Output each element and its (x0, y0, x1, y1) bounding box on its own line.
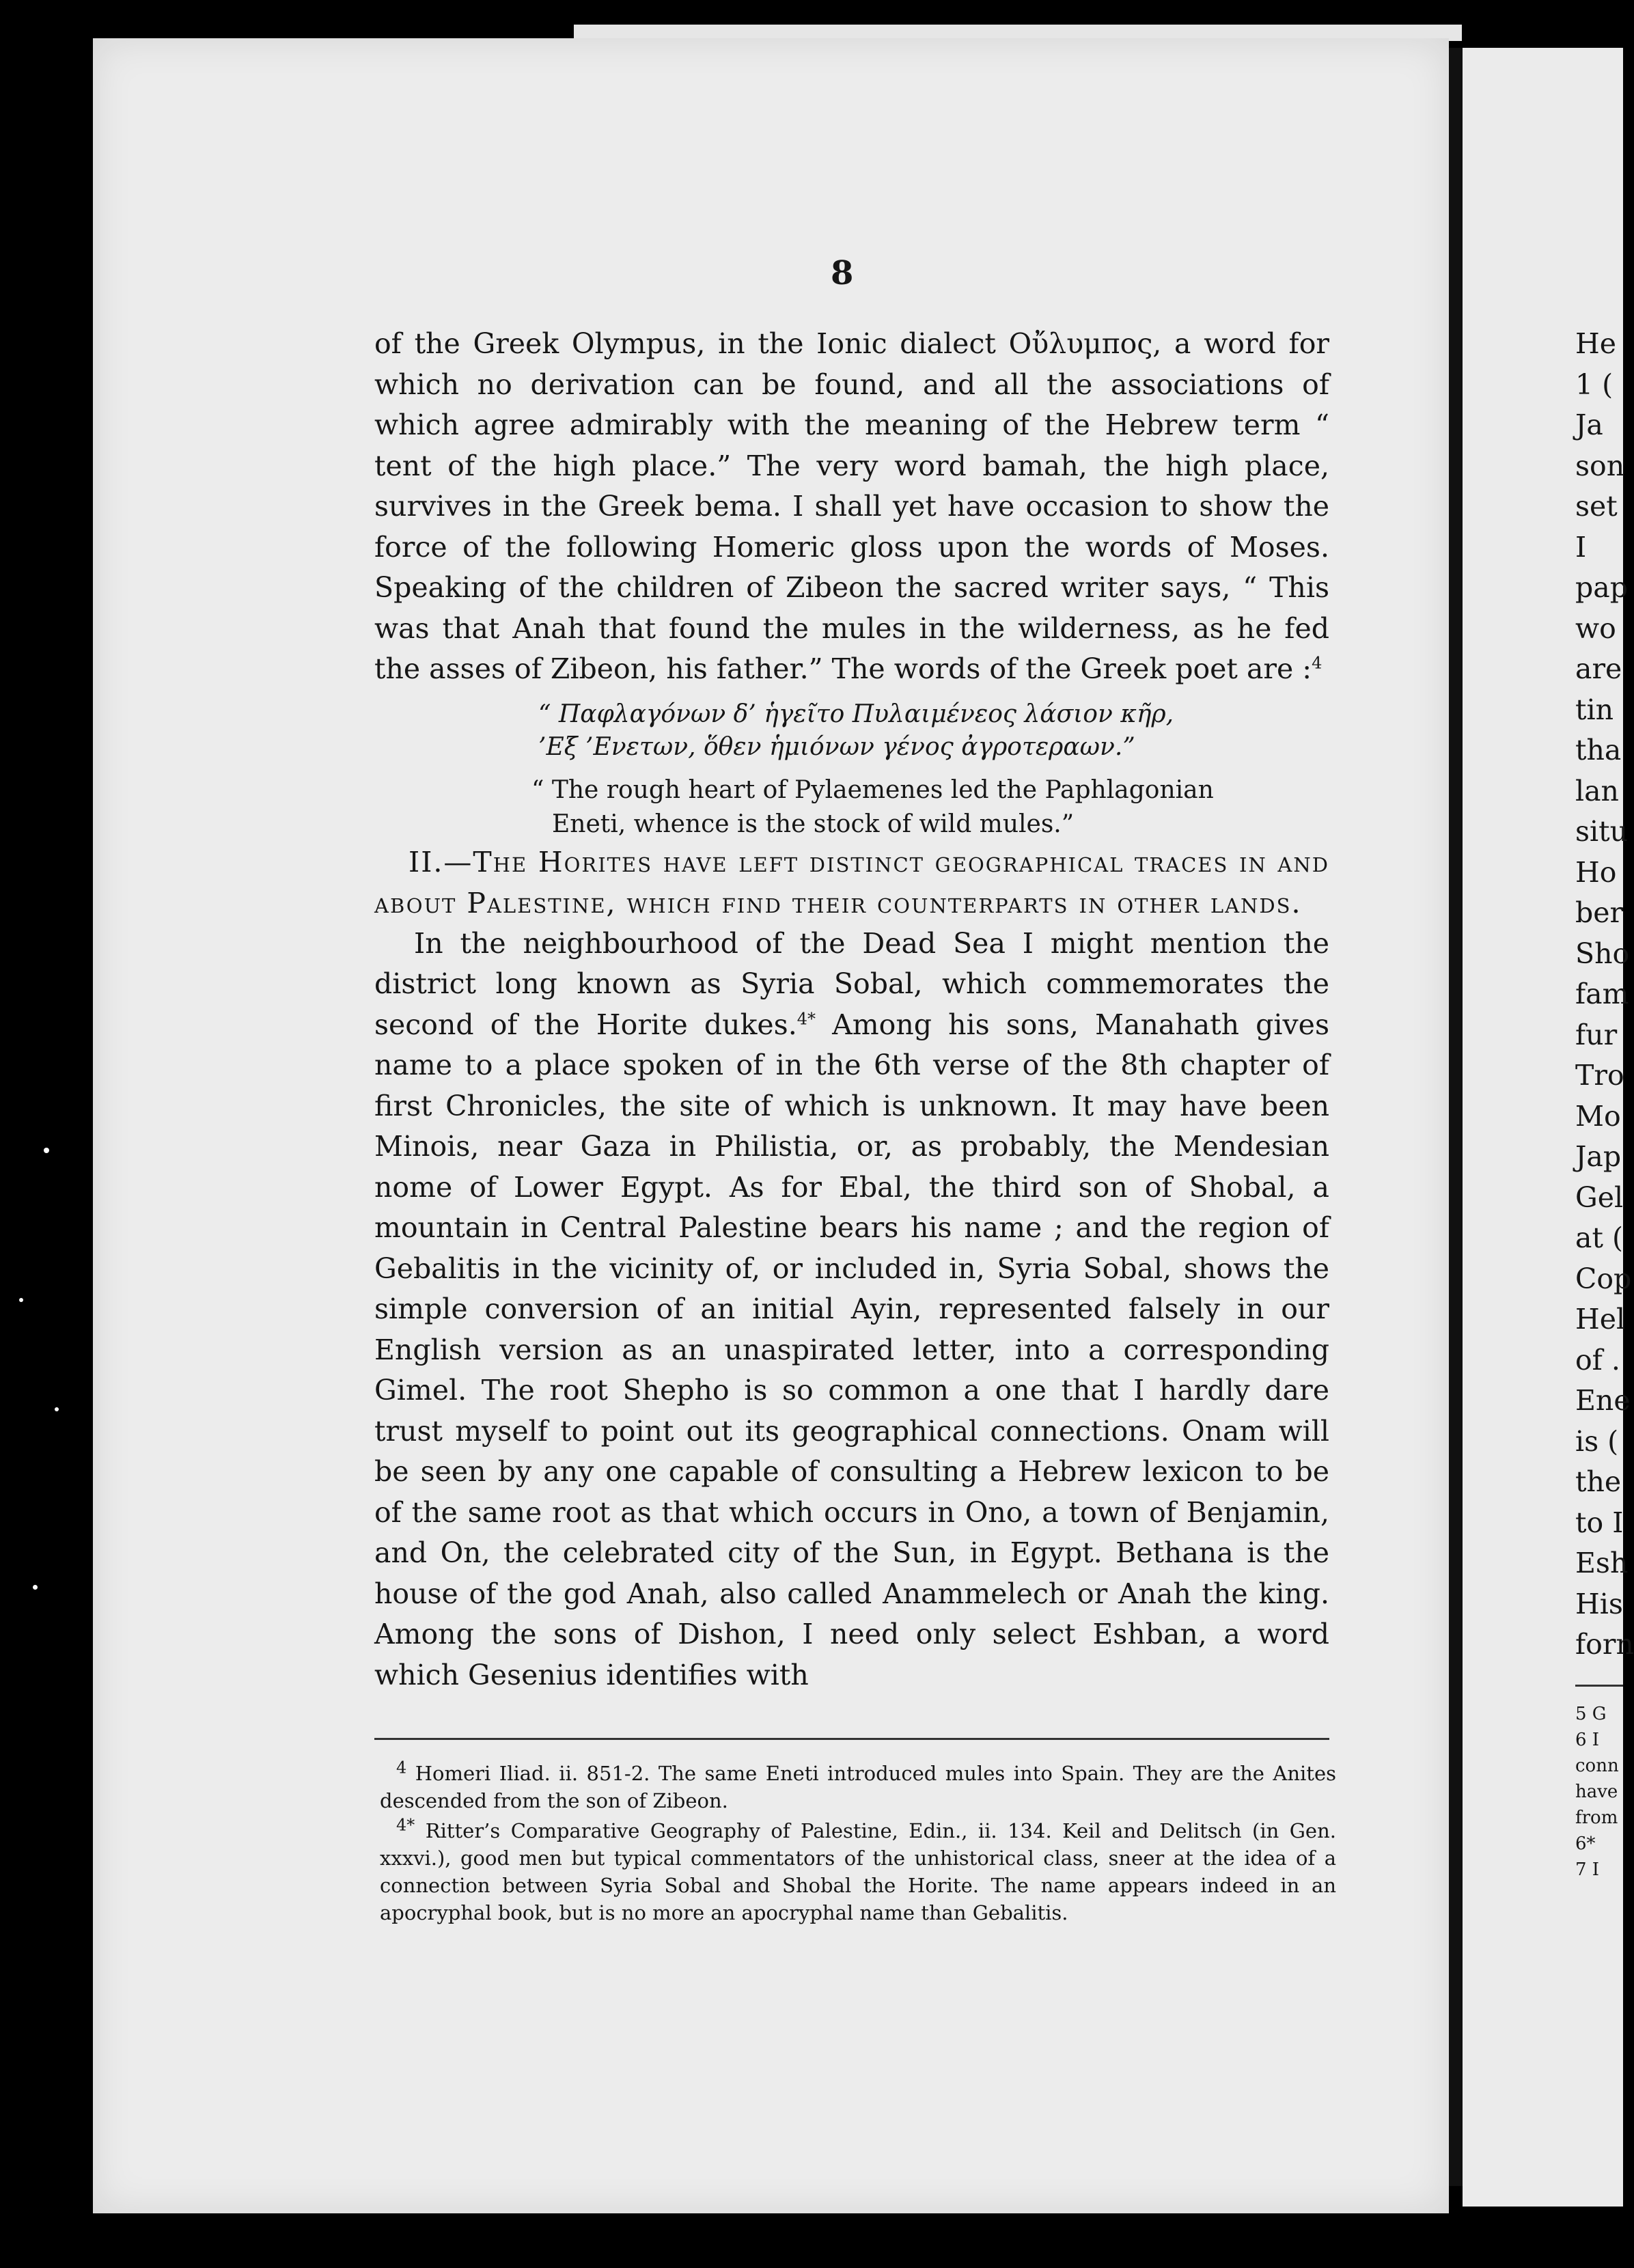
fragment-footnote: 5 G (1575, 1704, 1607, 1724)
footnote-ref-4-star: 4* (797, 1008, 816, 1028)
fragment-footnote: 6* (1575, 1834, 1596, 1854)
fragment-line: pap (1575, 571, 1628, 604)
fragment-footnote: conn (1575, 1756, 1619, 1776)
fragment-line: He (1575, 327, 1617, 360)
paragraph-2 (374, 924, 1329, 1696)
fragment-line: fam (1575, 978, 1629, 1010)
fragment-line: Mo (1575, 1099, 1621, 1133)
scan-speck (33, 1585, 38, 1590)
page-number: 8 (831, 254, 854, 292)
footnote-ref-4: 4 (1312, 653, 1323, 673)
book-binding (1449, 48, 1463, 2186)
fragment-line: son (1575, 449, 1625, 482)
fragment-line: tin (1575, 693, 1614, 726)
footnote (380, 1817, 1336, 1926)
footnote (380, 1760, 1336, 1814)
fragment-line: Hel (1575, 1303, 1626, 1336)
fragment-line: Sho (1575, 937, 1630, 970)
fragment-footnote: 7 I (1575, 1859, 1600, 1880)
english-quote-line-1: “ The rough heart of Pylaemenes led the Paphlagonian (531, 775, 1214, 804)
paragraph-1-text: of the Greek Olympus, in the Ionic dialect Οὔλυμπος, a word for which no derivation can be found, and all the associations of which agree admirably with the meaning of the Hebrew term “ tent of the high place.” The very word bamah, the high place, survives in the Greek bema. I shall yet have occasion to show the force of the following Homeric gloss upon the words of Moses. Speaking of the children of Zibeon the sacred writer says, “ This was that Anah that found the mules in the wilderness, as he fed the asses of Zibeon, his father.” The words of the Greek poet are : (374, 327, 1329, 685)
fragment-line: forn (1575, 1628, 1634, 1661)
paragraph-2-text-a: In the neighbourhood of the Dead Sea I might mention the district long known as Syria Sobal, which commemorates the second of the Horite dukes. (374, 926, 1329, 1041)
scan-speck (19, 1298, 23, 1302)
english-quote-line-2: Eneti, whence is the stock of wild mules.” (552, 810, 1075, 838)
fragment-line: lan (1575, 774, 1619, 807)
fragment-line: Ja (1575, 409, 1603, 441)
fragment-line: Ho (1575, 855, 1617, 889)
fragment-line: Tro (1575, 1059, 1624, 1092)
fragment-line: Jap (1575, 1140, 1622, 1173)
main-text (374, 324, 1329, 1696)
fragment-footnote: 6 I (1575, 1730, 1600, 1750)
fragment-line: set (1575, 490, 1618, 523)
footnote-rule (374, 1738, 1329, 1740)
fragment-line: 1 ( (1575, 368, 1614, 401)
english-quote (531, 773, 1329, 842)
greek-quote-line-2: ’Εξ ’Ενετων, ὅθεν ἡμιόνων γένος ἀγροτεραων.” (538, 732, 1135, 761)
fragment-line: are (1575, 652, 1622, 685)
footnote-mark: 4* (396, 1815, 415, 1835)
footnotes (380, 1760, 1336, 1929)
fragment-line: Esh (1575, 1547, 1629, 1579)
fragment-line: Gel (1575, 1180, 1624, 1214)
fragment-footnote: have (1575, 1782, 1618, 1802)
fragment-line: situ (1575, 815, 1629, 848)
facing-page-footnotes (1575, 1701, 1630, 1883)
footnote-mark: 4 (396, 1758, 407, 1778)
fragment-line: the (1575, 1465, 1622, 1498)
fragment-line: tha (1575, 734, 1622, 766)
greek-quote (538, 698, 1329, 764)
fragment-line: fur (1575, 1018, 1618, 1051)
fragment-line: ber (1575, 896, 1624, 929)
fragment-line: to I (1575, 1506, 1624, 1539)
footnote-text: Homeri Iliad. ii. 851-2. The same Eneti introduced mules into Spain. They are the Anites descended from the son of Zibeon. (380, 1762, 1336, 1812)
paragraph-1 (374, 324, 1329, 690)
greek-quote-line-1: “ Παφλαγόνων δ’ ἡγεῖτο Πυλαιμένεος λάσιον κῆρ, (538, 700, 1174, 728)
fragment-line: is ( (1575, 1424, 1619, 1458)
fragment-line: Ene (1575, 1384, 1631, 1417)
section-heading: II.—The Horites have left distinct geographical traces in and about Palestine, which find their counterparts in other lands. (374, 845, 1329, 919)
facing-footnote-rule (1575, 1685, 1623, 1687)
fragment-line: I (1575, 530, 1587, 564)
fragment-line: of . (1575, 1343, 1620, 1377)
paragraph-2-text-b: Among his sons, Manahath gives name to a place spoken of in the 6th verse of the 8th chapter of first Chronicles, the site of which is unknown. It may have been Minois, near Gaza in Philistia, or, as probably, the Mendesian nome of Lower Egypt. As for Ebal, the third son of Shobal, a mountain in Central Palestine bears his name ; and the region of Gebalitis in the vicinity of, or included in, Syria Sobal, shows the simple conversion of an initial Ayin, represented falsely in our English version as an unaspirated letter, into a corresponding Gimel. The root Shepho is so common a one that I hardly dare trust myself to point out its geographical connections. Onam will be seen by any one capable of consulting a Hebrew lexicon to be of the same root as that which occurs in Ono, a town of Benjamin, and On, the celebrated city of the Sun, in Egypt. Bethana is the house of the god Anah, also called Anammelech or Anah the king. Among the sons of Dishon, I need only select Eshban, a word which Gesenius identifies with (374, 1008, 1329, 1691)
fragment-line: Cop (1575, 1262, 1632, 1295)
fragment-footnote: from (1575, 1808, 1618, 1828)
fragment-line: wo (1575, 611, 1616, 645)
fragment-line: His (1575, 1587, 1623, 1620)
footnote-text: Ritter’s Comparative Geography of Palestine, Edin., ii. 134. Keil and Delitsch (in Gen. xxxvi.), good men but typical commentators of the unhistorical class, sneer at the idea of a connection between Syria Sobal and Shobal the Horite. The name appears indeed in an apocryphal book, but is no more an apocryphal name than Gebalitis. (380, 1819, 1336, 1924)
scan-speck (44, 1148, 49, 1153)
scan-speck (55, 1407, 59, 1411)
facing-page-text (1575, 324, 1634, 1665)
fragment-line: at ( (1575, 1221, 1623, 1254)
